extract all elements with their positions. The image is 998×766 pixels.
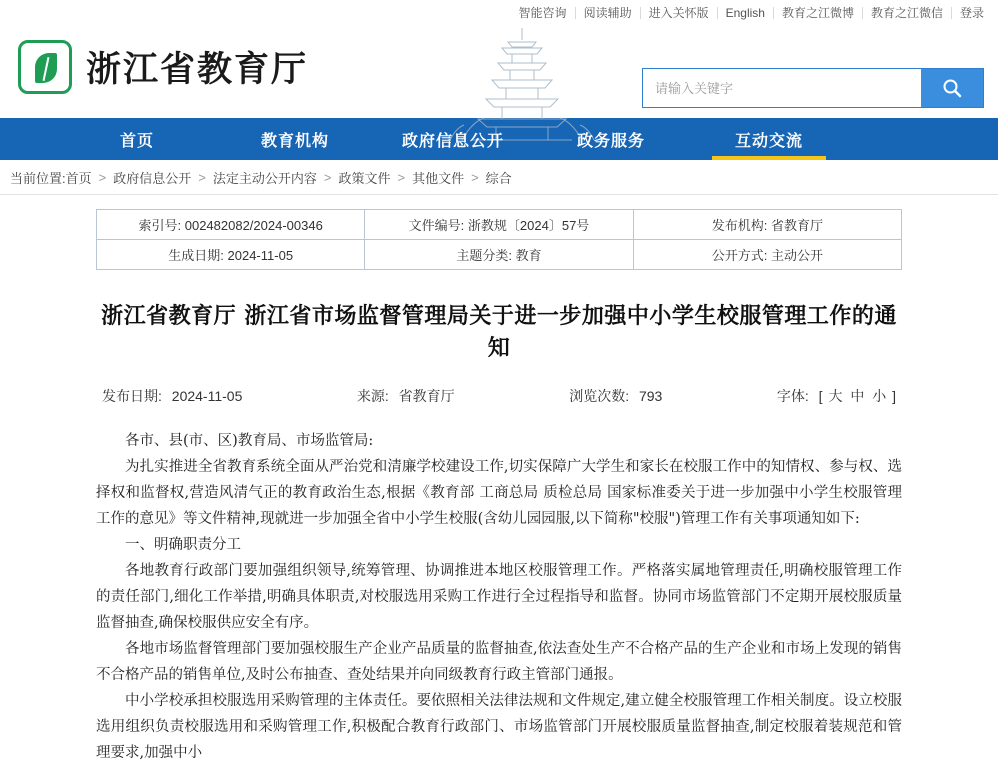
table-row <box>97 240 902 270</box>
utility-link-6[interactable]: 登录 <box>959 6 984 20</box>
paragraph-2: 一、明确职责分工 <box>125 537 241 553</box>
source <box>357 386 455 406</box>
nav-item-interaction[interactable]: 互动交流 <box>690 118 848 160</box>
publish-date-label: 发布日期: <box>102 388 162 404</box>
paragraph-0: 各市、县(市、区)教育局、市场监管局: <box>125 433 374 449</box>
meta-label: 文件编号: <box>408 218 465 233</box>
meta-cell-disclosure <box>633 240 901 270</box>
site-logo[interactable] <box>18 40 308 94</box>
breadcrumb-item-1[interactable]: 政府信息公开 <box>113 170 192 186</box>
font-size-bracket-close: ] <box>892 388 896 404</box>
utility-link-5[interactable]: 教育之江微信 <box>863 7 952 19</box>
search-icon <box>941 77 963 99</box>
breadcrumb-prefix: 当前位置: <box>10 170 66 186</box>
breadcrumb-item-4[interactable]: 其他文件 <box>412 170 465 186</box>
utility-link-3[interactable]: English <box>718 7 774 19</box>
meta-value: 主动公开 <box>770 248 823 263</box>
meta-value: 002482082/2024-00346 <box>184 218 323 233</box>
utility-link-1[interactable]: 阅读辅助 <box>576 7 641 19</box>
font-size-medium-button[interactable]: 中 <box>850 388 865 404</box>
meta-cell-created <box>97 240 365 270</box>
page-title: 浙江省教育厅 浙江省市场监督管理局关于进一步加强中小学生校服管理工作的通知 <box>101 303 897 361</box>
utility-link-4[interactable]: 教育之江微博 <box>774 7 863 19</box>
meta-value: 教育 <box>515 248 542 263</box>
paragraph-1: 为扎实推进全省教育系统全面从严治党和清廉学校建设工作,切实保障广大学生和家长在校服工作中的知情权、参与权、选择权和监督权,营造风清气正的教育政治生态,根据《教育部 工商总局 质检总局 国家标准委关于进一步加强中小学生校服管理工作的意见》等文件精神,现就进一步加强全省中小学生校服(含幼儿园园服,以下简称"校服")管理工作有关事项通知如下: <box>96 459 902 527</box>
meta-label: 公开方式: <box>711 248 768 263</box>
meta-label: 发布机构: <box>711 218 768 233</box>
document-body <box>96 428 902 766</box>
meta-label: 索引号: <box>138 218 182 233</box>
search-button[interactable] <box>921 69 983 107</box>
utility-bar <box>0 0 998 26</box>
font-size-small-button[interactable]: 小 <box>872 388 887 404</box>
paragraph-4: 各地市场监督管理部门要加强校服生产企业产品质量的监督抽查,依法查处生产不合格产品的生产企业和市场上发现的销售不合格产品的销售单位,及时公布抽查、查处结果并向同级教育行政主管部门通报。 <box>96 641 902 683</box>
font-size-large-button[interactable]: 大 <box>828 388 843 404</box>
nav-item-government-info[interactable]: 政府信息公开 <box>401 132 504 150</box>
leaf-logo-icon <box>18 40 72 94</box>
site-header <box>0 26 998 118</box>
meta-cell-index <box>97 210 365 240</box>
breadcrumb-separator: > <box>323 169 332 185</box>
font-size-label: 字体: <box>776 388 809 404</box>
font-size-switch <box>777 386 896 406</box>
source-label: 来源: <box>356 388 389 404</box>
breadcrumb-separator: > <box>397 169 406 185</box>
breadcrumb-separator: > <box>198 169 206 185</box>
view-count-label: 浏览次数: <box>569 388 630 404</box>
nav-item-services[interactable]: 政务服务 <box>576 132 645 150</box>
site-title: 浙江省教育厅 <box>86 49 309 90</box>
nav-item-home[interactable]: 首页 <box>119 132 154 150</box>
source-value: 省教育厅 <box>398 388 455 404</box>
view-count-value: 793 <box>638 388 663 404</box>
font-size-bracket-open: [ <box>818 388 823 404</box>
paragraph-5: 中小学校承担校服选用采购管理的主体责任。要依照相关法律法规和文件规定,建立健全校服管理工作相关制度。设立校服选用组织负责校服选用和采购管理工作,积极配合教育行政部门、市场监管部门开展校服质量监督抽查,制定校服着装规范和管理要求,加强中小 <box>96 693 902 761</box>
breadcrumb-item-5[interactable]: 综合 <box>485 170 512 186</box>
nav-item-institutions[interactable]: 教育机构 <box>260 132 329 150</box>
publish-date-value: 2024-11-05 <box>171 388 243 404</box>
meta-cell-docnumber <box>365 210 633 240</box>
breadcrumb-separator: > <box>471 169 479 185</box>
breadcrumb-item-0[interactable]: 首页 <box>65 170 92 186</box>
publish-date <box>102 386 242 406</box>
meta-value: 省教育厅 <box>770 218 823 233</box>
meta-cell-publisher <box>633 210 901 240</box>
main-nav <box>0 118 998 160</box>
paragraph-3: 各地教育行政部门要加强组织领导,统筹管理、协调推进本地区校服管理工作。严格落实属地管理责任,明确校服管理工作的责任部门,细化工作举措,明确具体职责,对校服选用采购工作进行全过程指导和监督。协同市场监管部门不定期开展校服质量监督抽查,确保校服供应安全有序。 <box>96 563 902 631</box>
table-row <box>97 210 902 240</box>
meta-cell-category <box>365 240 633 270</box>
utility-link-2[interactable]: 进入关怀版 <box>641 7 718 19</box>
meta-value: 2024-11-05 <box>227 248 294 263</box>
document-meta-table <box>96 209 902 270</box>
search-box[interactable] <box>642 68 984 108</box>
meta-label: 主题分类: <box>456 248 512 263</box>
document-subheader <box>96 386 902 406</box>
breadcrumb <box>0 160 998 195</box>
breadcrumb-item-3[interactable]: 政策文件 <box>338 170 391 186</box>
document-content <box>0 195 998 766</box>
breadcrumb-item-2[interactable]: 法定主动公开内容 <box>212 170 317 186</box>
search-input[interactable] <box>643 69 921 107</box>
meta-value: 浙教规〔2024〕57号 <box>467 218 590 233</box>
utility-link-0[interactable]: 智能咨询 <box>511 7 576 19</box>
meta-label: 生成日期: <box>168 248 224 263</box>
breadcrumb-separator: > <box>98 169 107 185</box>
view-count <box>569 386 662 406</box>
